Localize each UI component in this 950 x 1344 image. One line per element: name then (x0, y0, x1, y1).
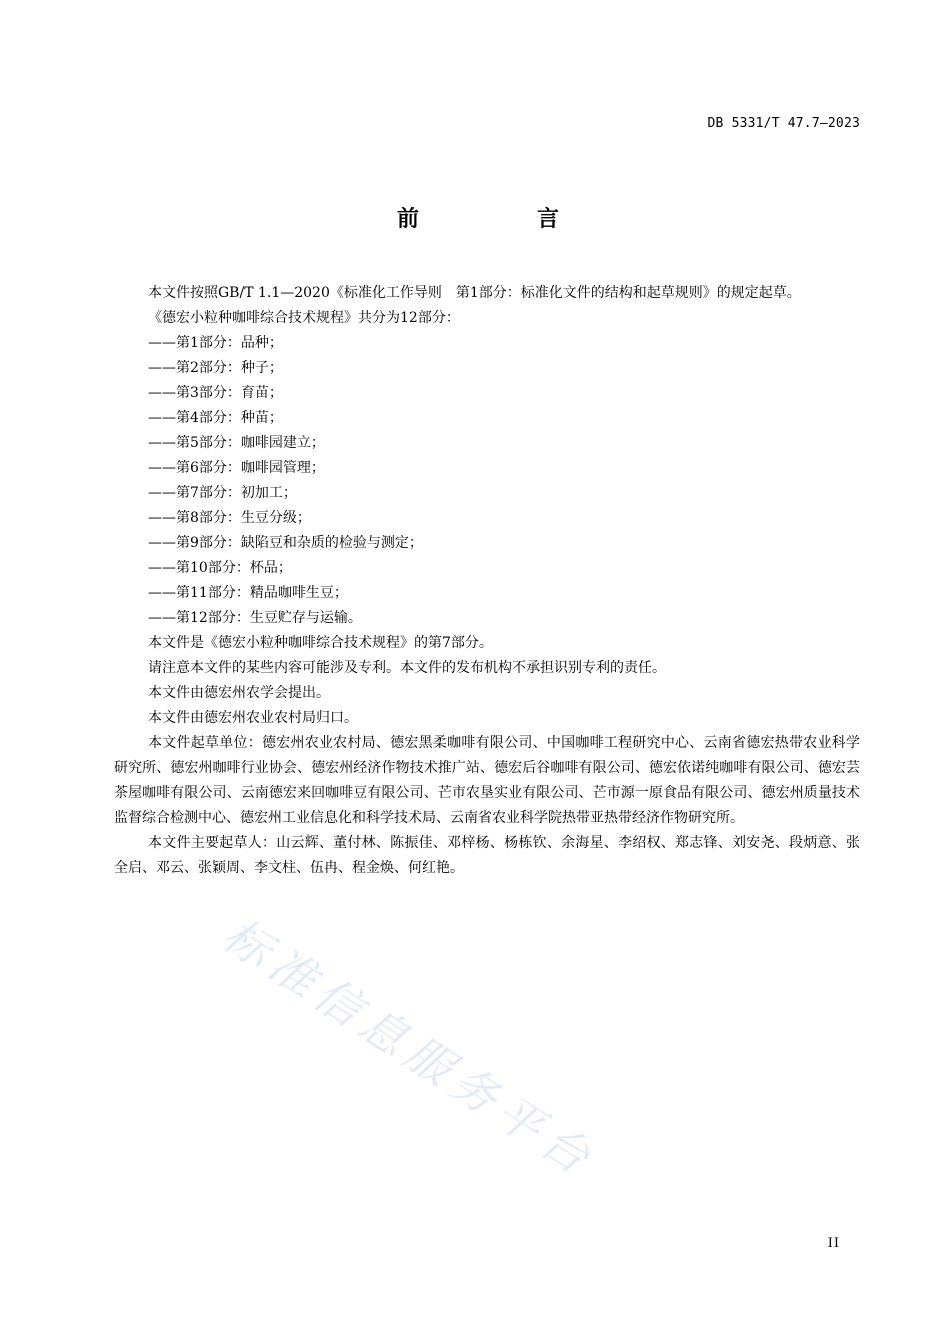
drafting-basis-paragraph: 本文件按照GB/T 1.1—2020《标准化工作导则 第1部分：标准化文件的结构和起草规则》的规定起草。 (148, 285, 801, 301)
list-item: ——第3部分：育苗； (148, 385, 283, 401)
watermark: 标准信息服务平台 (213, 907, 606, 1189)
proposer-paragraph: 本文件由德宏州农学会提出。 (148, 685, 330, 701)
list-item: ——第11部分：精品咖啡生豆； (148, 585, 348, 601)
list-item: ——第10部分：杯品； (148, 560, 292, 576)
list-item: ——第12部分：生豆贮存与运输。 (148, 610, 362, 626)
centralized-unit-paragraph: 本文件由德宏州农业农村局归口。 (148, 710, 358, 726)
list-item: ——第7部分：初加工； (148, 485, 297, 501)
list-item: ——第2部分：种子； (148, 360, 283, 376)
parts-intro-paragraph: 《德宏小粒种咖啡综合技术规程》共分为12部分： (148, 310, 460, 326)
document-code: DB 5331/T 47.7—2023 (707, 116, 860, 131)
list-item: ——第9部分：缺陷豆和杂质的检验与测定； (148, 535, 423, 551)
foreword-body (114, 281, 860, 881)
list-item: ——第4部分：种苗； (148, 410, 283, 426)
drafting-units-paragraph: 本文件起草单位：德宏州农业农村局、德宏黑柔咖啡有限公司、中国咖啡工程研究中心、云南省德宏热带农业科学研究所、德宏州咖啡行业协会、德宏州经济作物技术推广站、德宏后谷咖啡有限公司、德宏依诺纯咖啡有限公司、德宏芸茶屋咖啡有限公司、云南德宏来回咖啡豆有限公司、芒市农垦实业有限公司、芒市源一原食品有限公司、德宏州质量技术监督综合检测中心、德宏州工业信息化和科学技术局、云南省农业科学院热带亚热带经济作物研究所。 (114, 735, 860, 826)
list-item: ——第5部分：咖啡园建立； (148, 435, 325, 451)
list-item: ——第1部分：品种； (148, 335, 283, 351)
page-number: II (827, 1236, 840, 1251)
part-statement-paragraph: 本文件是《德宏小粒种咖啡综合技术规程》的第7部分。 (148, 635, 493, 651)
patent-notice-paragraph: 请注意本文件的某些内容可能涉及专利。本文件的发布机构不承担识别专利的责任。 (148, 660, 666, 676)
list-item: ——第8部分：生豆分级； (148, 510, 311, 526)
drafters-paragraph: 本文件主要起草人：山云辉、董付林、陈振佳、邓梓杨、杨栋钦、余海星、李绍权、郑志锋、刘安尧、段炳意、张全启、邓云、张颖周、李文柱、伍冉、程金焕、何红艳。 (114, 835, 860, 876)
parts-list (114, 331, 860, 631)
list-item: ——第6部分：咖啡园管理； (148, 460, 325, 476)
page-title: 前 言 (396, 207, 607, 232)
